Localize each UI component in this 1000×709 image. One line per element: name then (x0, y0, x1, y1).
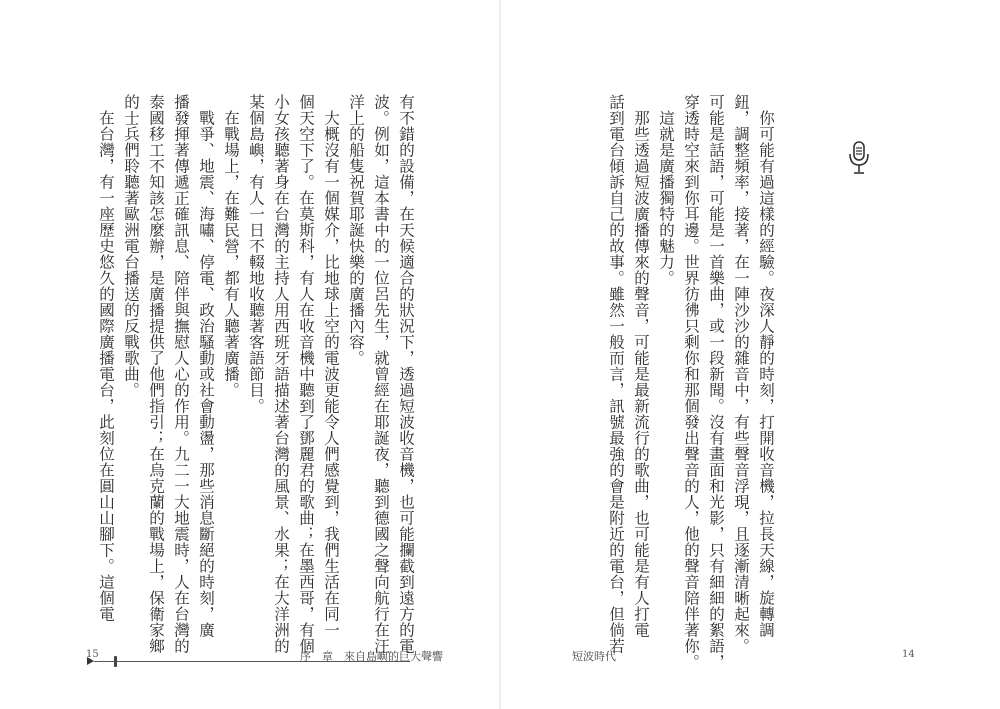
right-text-line-5: 這就是廣播獨特的魅力。 (657, 94, 675, 286)
left-text-line-10: 播發揮著傳遞正確訊息、陪伴與撫慰人心的作用。九二一大地震時，人在台灣的 (172, 94, 190, 654)
left-text-line-11: 泰國移工不知該怎麼辦，是廣播提供了他們指引；在烏克蘭的戰場上，保衛家鄉 (147, 94, 165, 654)
right-text-line-3: 可能是話語，可能是一首樂曲，或一段新聞。沒有畫面和光影，只有細細的絮語， (707, 94, 725, 670)
left-text-line-4: 大概沒有一個媒介，比地球上空的電波更能令人們感覺到，我們生活在同一 (322, 94, 340, 638)
left-text-line-12: 的士兵們聆聽著歐洲電台播送的反戰歌曲。 (122, 94, 140, 398)
left-text-line-5: 個天空下了。在莫斯科，有人在收音機中聽到了鄧麗君的歌曲；在墨西哥，有個 (297, 94, 315, 654)
left-text-line-7: 某個島嶼，有人一日不輟地收聽著客語節目。 (247, 94, 265, 414)
right-footer-title: 短波時代 (572, 650, 616, 663)
left-text-line-1: 有不錯的設備，在天候適合的狀況下，透過短波收音機，也可能攔截到遠方的電 (397, 94, 415, 654)
right-page-number: 14 (902, 649, 915, 660)
right-text-line-7: 話到電台傾訴自己的故事。雖然一般而言，訊號最強的會是附近的電台，但倘若 (607, 94, 625, 654)
play-arrow-icon (87, 657, 94, 665)
left-text-line-13: 在台灣，有一座歷史悠久的國際廣播電台，此刻位在圓山山腳下。這個電 (97, 94, 115, 622)
tuner-knob-icon (114, 656, 117, 667)
left-text-line-6: 小女孩聽著身在台灣的主持人用西班牙語描述著台灣的風景、水果；在大洋洲的 (272, 94, 290, 654)
left-text-line-2: 波。例如，這本書中的一位呂先生，就曾經在耶誕夜，聽到德國之聲向航行在汪 (372, 94, 390, 654)
right-text-line-6: 那些透過短波廣播傳來的聲音，可能是最新流行的歌曲，也可能是有人打電 (632, 94, 650, 638)
left-text-line-9: 戰爭、地震、海嘯、停電、政治騷動或社會動盪，那些消息斷絕的時刻，廣 (197, 94, 215, 638)
right-page (500, 0, 1000, 709)
left-text-line-8: 在戰場上，在難民營，都有人聽著廣播。 (222, 94, 240, 398)
right-text-line-4: 穿透時空來到你耳邊。世界彷彿只剩你和那個發出聲音的人，他的聲音陪伴著你。 (682, 94, 700, 670)
left-text-line-3: 洋上的船隻祝賀耶誕快樂的廣播內容。 (347, 94, 365, 366)
right-text-line-1: 你可能有過這樣的經驗。夜深人靜的時刻，打開收音機，拉長天線，旋轉調 (757, 94, 775, 638)
left-footer-title: 序 章 來自島嶼的巨大聲響 (300, 650, 443, 663)
microphone-icon (847, 140, 871, 176)
right-text-line-2: 鈕，調整頻率，接著，在一陣沙沙的雜音中，有些聲音浮現，且逐漸清晰起來。 (732, 94, 750, 654)
left-page-number: 15 (86, 649, 99, 660)
